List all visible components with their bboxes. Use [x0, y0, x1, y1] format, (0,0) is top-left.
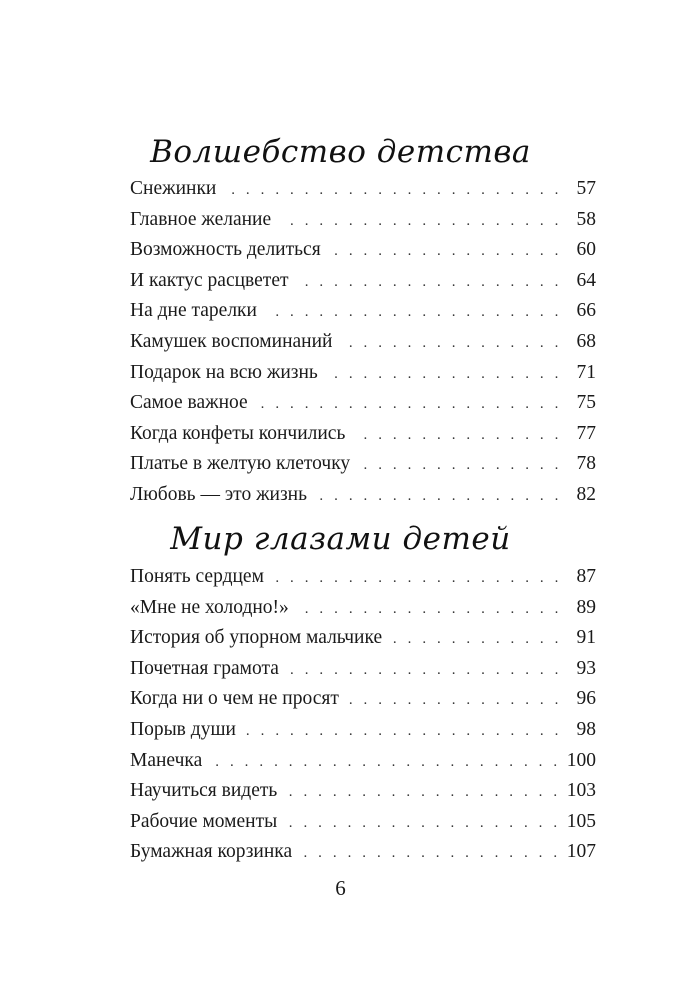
toc-entry: [130, 266, 596, 297]
toc-entry: [130, 388, 596, 419]
dot-leader: [353, 420, 562, 451]
toc-entry: [130, 449, 596, 480]
toc-entry-page: 60: [576, 239, 596, 261]
dot-leader: [340, 328, 562, 359]
toc-entry: [130, 776, 596, 807]
toc-list: [130, 174, 596, 511]
toc-entry-title: На дне тарелки: [130, 300, 257, 322]
toc-entry: [130, 623, 596, 654]
dot-leader: [224, 175, 562, 206]
toc-entry-title: Когда конфеты кончились: [130, 422, 346, 444]
toc-entry-title: Возможность делиться: [130, 239, 321, 261]
dot-leader: [265, 297, 562, 328]
toc-entry-title: Рабочие моменты: [130, 810, 278, 832]
toc-entry-page: 71: [576, 361, 596, 383]
toc-entry: [130, 205, 596, 236]
toc-entry-title: Камушек воспоминаний: [130, 330, 333, 352]
dot-leader: [358, 450, 562, 481]
toc-entry-title: Порыв души: [130, 718, 236, 740]
toc-entry-title: Снежинки: [130, 178, 217, 199]
toc-entry-page: 89: [576, 596, 596, 618]
toc-entry-page: 87: [576, 566, 596, 587]
toc-entry-page: 68: [576, 330, 596, 352]
dot-leader: [315, 481, 562, 512]
dot-leader: [285, 777, 560, 808]
dot-leader: [287, 655, 562, 686]
toc-entry: [130, 327, 596, 358]
dot-leader: [272, 563, 562, 594]
toc-entry-page: 96: [576, 688, 596, 710]
toc-entry-page: 77: [576, 422, 596, 444]
toc-list: [130, 562, 596, 868]
toc-entry: [130, 593, 596, 624]
toc-entry-title: Понять сердцем: [130, 566, 264, 587]
section-title: Волшебство детства: [150, 134, 531, 170]
toc-entry: [130, 296, 596, 327]
toc-entry-page: 66: [576, 300, 596, 322]
page-number: 6: [335, 876, 346, 900]
toc-entry: [130, 837, 596, 868]
dot-leader: [210, 747, 561, 778]
dot-leader: [300, 838, 561, 869]
toc-entry-page: 103: [566, 780, 596, 802]
toc-entry-page: 82: [576, 483, 596, 505]
toc-entry: [130, 746, 596, 777]
toc-entry-title: Научиться видеть: [130, 780, 278, 802]
dot-leader: [256, 389, 562, 420]
dot-leader: [326, 359, 562, 390]
toc-entry-title: Самое важное: [130, 392, 248, 414]
toc-entry-title: Почетная грамота: [130, 657, 279, 679]
toc-entry-title: Подарок на всю жизнь: [130, 361, 318, 383]
toc-entry-page: 64: [576, 269, 596, 291]
dot-leader: [244, 716, 562, 747]
dot-leader: [390, 624, 562, 655]
toc-entry: [130, 807, 596, 838]
toc-entry-title: История об упорном мальчике: [130, 627, 383, 649]
toc-entry: [130, 235, 596, 266]
toc-entry-title: Платье в желтую клеточку: [130, 453, 351, 475]
toc-entry: [130, 419, 596, 450]
toc-entry-page: 98: [576, 718, 596, 740]
section-title: Мир глазами детей: [170, 521, 511, 557]
toc-entry-title: И кактус расцветет: [130, 269, 289, 291]
toc-entry-page: 105: [566, 810, 596, 832]
toc-entry: [130, 480, 596, 511]
toc-entry-page: 100: [566, 749, 596, 771]
toc-entry-title: Любовь — это жизнь: [130, 483, 308, 505]
dot-leader: [347, 685, 562, 716]
toc-entry: [130, 358, 596, 389]
toc-entry-page: 57: [576, 178, 596, 199]
toc-entry: [130, 562, 596, 593]
toc-entry: [130, 715, 596, 746]
toc-entry-page: 78: [576, 453, 596, 475]
dot-leader: [297, 594, 562, 625]
toc-entry-title: Манечка: [130, 749, 203, 771]
dot-leader: [279, 206, 562, 237]
toc-entry: [130, 174, 596, 205]
toc-entry: [130, 654, 596, 685]
toc-entry-page: 93: [576, 657, 596, 679]
toc-entry-title: «Мне не холодно!»: [130, 596, 289, 618]
toc-entry-page: 75: [576, 392, 596, 414]
toc-entry-title: Главное желание: [130, 208, 272, 230]
dot-leader: [285, 808, 561, 839]
dot-leader: [297, 267, 563, 298]
toc-entry-page: 107: [566, 841, 596, 863]
toc-entry-title: Бумажная корзинка: [130, 841, 293, 863]
toc-entry-title: Когда ни о чем не просят: [130, 688, 339, 710]
toc-entry-page: 91: [576, 627, 596, 649]
toc-entry: [130, 684, 596, 715]
dot-leader: [329, 236, 562, 267]
toc-entry-page: 58: [576, 208, 596, 230]
